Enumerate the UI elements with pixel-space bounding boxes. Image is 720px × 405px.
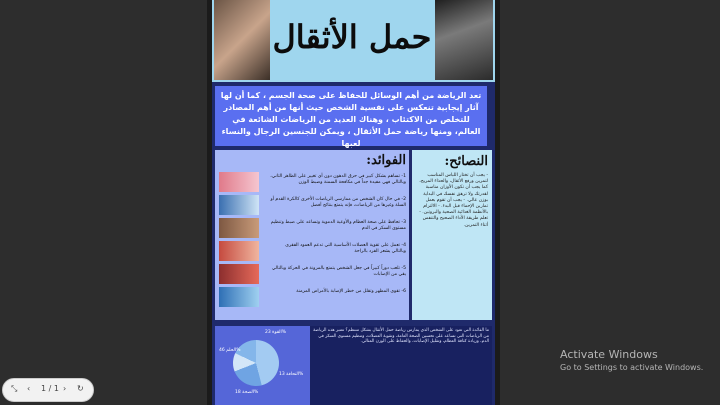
- benefit-image: [219, 287, 259, 307]
- prev-page-icon[interactable]: ‹: [27, 384, 31, 393]
- activate-subtitle: Go to Settings to activate Windows.: [560, 363, 704, 372]
- pie-chart-panel: [215, 326, 310, 405]
- benefit-item: 3- تحافظ على صحة العظام والأوعية الدموية وتساعد على ضبط وتنظيم مستوى السكر في الدم: [218, 218, 406, 240]
- pie-label: الصحة 18%: [235, 390, 259, 395]
- tips-panel: [412, 150, 492, 320]
- benefit-image: [219, 218, 259, 238]
- benefit-item: 2- في حال كان الشخص من ممارسي الرياضات الأخرى كالكرة القدم أو السلة وغيرها من الرياضات، فإنه يتمتع بنتائج أفضل: [218, 195, 406, 217]
- benefits-panel: [215, 150, 409, 320]
- benefit-item: 5- تلعب دوراً كبيراً في جعل الشخص يتمتع بالمرونة في الحركة وبالتالي يقي من الإصابات: [218, 264, 406, 286]
- benefit-image: [219, 195, 259, 215]
- activate-title: Activate Windows: [560, 348, 658, 361]
- poster-header: [212, 0, 495, 82]
- pie-chart: [233, 340, 279, 386]
- rotate-icon[interactable]: ↻: [77, 384, 84, 393]
- pie-label: النحافة 13%: [279, 372, 304, 377]
- pie-label: القوة 23%: [265, 330, 287, 335]
- benefit-item: 1- تساهم بشكل كبير في حرق الدهون دون أي تغيير على الظاهر الثاني، وبالتالي فهي مفيدة جداً في مكافحة السمنة وضبط الوزن: [218, 172, 406, 194]
- benefit-item: 4- تعمل على تقوية العضلات الأساسية التي تدعم العمود الفقري وبالتالي يشعر الفرد بالراحة: [218, 241, 406, 263]
- poster-title: حمل الأثقال: [272, 18, 432, 56]
- page-toolbar: [2, 378, 94, 402]
- fit-page-icon[interactable]: ⤡: [11, 384, 18, 393]
- next-page-icon[interactable]: ›: [63, 384, 67, 393]
- bottom-paragraph: ما الفائدة التي تعود على الشخص الذي يمارس رياضة حمل الأثقال بشكل منتظم؟ تعتبر هذه الرياضة من الرياضات التي تساعد على تحسين الصحة العامة، وتقوية العضلات، وتنظيم مستوى السكر في الدم، وزيادة كثافة العظام، وتقليل الإصابات، والحفاظ على الوزن المثالي.: [313, 328, 489, 345]
- benefits-title: الفوائد:: [366, 153, 406, 168]
- intro-paragraph: تعد الرياضة من أهم الوسائل للحفاظ على صحة الجسم ، كما أن لها آثار إيجابية تنعكس على نفسية الشخص حيث أنها من أهم المصادر للتخلص من الاكتئاب ، وهناك العديد من الرياضات الشائعة في العالم، ومنها رياضة حمل الأثقال ، ويمكن للجنسين الرجال والنساء لعبها: [215, 86, 487, 146]
- activate-windows-watermark: [560, 348, 703, 372]
- benefit-item: 6- تقوي المظهر وتقلل من خطر الإصابة بالأمراض المزمنة: [218, 287, 406, 309]
- viewer-gutter-right: [495, 0, 500, 405]
- benefit-image: [219, 264, 259, 284]
- bodybuilder-image: [435, 0, 493, 80]
- pie-label: الحلم 46%: [219, 348, 241, 353]
- poster-page: [212, 0, 495, 405]
- benefit-image: [219, 172, 259, 192]
- tips-title: النصائح:: [444, 154, 488, 169]
- tips-text: - يجب أن تختار اللباس المناسب لتمرين ورفع الأثقال، والحذاء المريح، كما يجب أن تكون الأوزان مناسبة لقدرتك ولا ترهق نفسك في البداية بوزن عالي. - يجب أن تقوم بعمل تمارين الإحماء قبل البدء. - الالتزام بالأنظمة الغذائية الصحية والبروتين. - تعلم طريقة الأداء الصحيح والتنفس أثناء التمرين.: [419, 173, 488, 228]
- athlete-arm-image: [214, 0, 270, 80]
- page-indicator: 1 / 1: [41, 384, 59, 393]
- benefit-image: [219, 241, 259, 261]
- bottom-section: [215, 326, 492, 405]
- content-section: [215, 150, 492, 322]
